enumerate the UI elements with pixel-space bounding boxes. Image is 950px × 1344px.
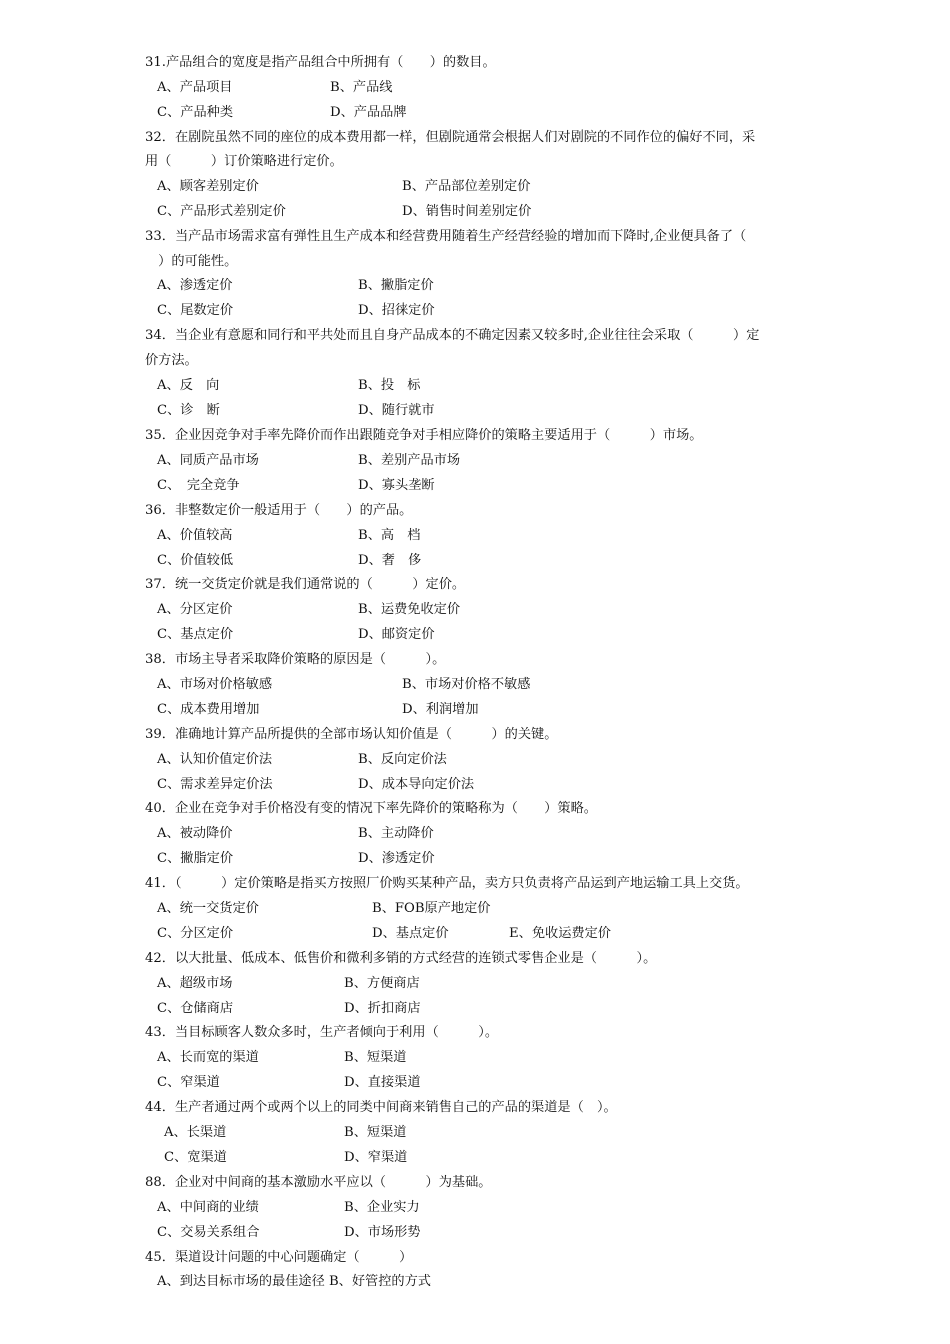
option-c: C、撇脂定价 [157,851,234,866]
option-a: A、顾客差别定价 [157,179,259,194]
option-b: B、FOB原产地定价 [372,901,491,916]
option-d: D、奢 侈 [358,553,422,568]
option-c: C、分区定价 [157,926,234,941]
option-b: B、产品部位差别定价 [402,179,531,194]
option-d: D、产品品牌 [330,105,407,120]
question-44: 44．生产者通过两个或两个以上的同类中间商来销售自己的产品的渠道是（ ）。 [145,1100,617,1115]
option-c: C、尾数定价 [157,303,234,318]
option-c: C、成本费用增加 [157,702,260,717]
option-c: C、 完全竞争 [157,478,240,493]
option-b: B、方便商店 [344,976,420,991]
option-a: A、同质产品市场 [157,453,259,468]
option-c: C、基点定价 [157,627,234,642]
option-b: B、市场对价格不敏感 [402,677,531,692]
option-a: A、中间商的业绩 [157,1200,259,1215]
option-a: A、超级市场 [157,976,233,991]
option-b: B、企业实力 [344,1200,420,1215]
option-a: A、产品项目 [157,80,233,95]
option-c: C、窄渠道 [157,1075,220,1090]
question-33-cont: ）的可能性。 [145,254,238,269]
option-d: D、窄渠道 [344,1150,408,1165]
option-d: D、市场形势 [344,1225,421,1240]
question-33: 33．当产品市场需求富有弹性且生产成本和经营费用随着生产经营经验的增加而下降时,企业便具备了（ [145,229,747,244]
option-b: B、产品线 [330,80,393,95]
question-32-cont: 用（ ）订价策略进行定价。 [145,154,343,169]
option-a: A、渗透定价 [157,278,233,293]
option-c: C、诊 断 [157,403,220,418]
option-a: A、被动降价 [157,826,233,841]
option-b: B、投 标 [358,378,421,393]
option-c: C、价值较低 [157,553,234,568]
question-42: 42．以大批量、低成本、低售价和微利多销的方式经营的连锁式零售企业是（ ）。 [145,951,657,966]
option-b: B、短渠道 [344,1125,407,1140]
option-d: D、邮资定价 [358,627,435,642]
option-d: D、直接渠道 [344,1075,421,1090]
option-b: B、主动降价 [358,826,434,841]
option-b: B、短渠道 [344,1050,407,1065]
option-d: D、渗透定价 [358,851,435,866]
question-41: 41．（ ）定价策略是指买方按照厂价购买某种产品，卖方只负责将产品运到产地运输工具上交货。 [145,876,749,891]
option-c: C、产品种类 [157,105,234,120]
question-39: 39．准确地计算产品所提供的全部市场认知价值是（ ）的关键。 [145,727,558,742]
option-b: B、运费免收定价 [358,602,461,617]
option-d: D、招徕定价 [358,303,435,318]
option-e: E、免收运费定价 [509,926,611,941]
question-31: 31.产品组合的宽度是指产品组合中所拥有（ ）的数目。 [145,55,496,70]
option-d: D、销售时间差别定价 [402,204,532,219]
option-a: A、统一交货定价 [157,901,259,916]
option-d: D、寡头垄断 [358,478,435,493]
option-a: A、长而宽的渠道 [157,1050,259,1065]
option-c: C、宽渠道 [164,1150,227,1165]
option-b: B、高 档 [358,528,421,543]
option-c: C、产品形式差别定价 [157,204,286,219]
option-a: A、价值较高 [157,528,233,543]
question-37: 37．统一交货定价就是我们通常说的（ ）定价。 [145,577,466,592]
question-43: 43．当目标顾客人数众多时，生产者倾向于利用（ ）。 [145,1025,499,1040]
option-a: A、长渠道 [164,1125,227,1140]
option-c: C、仓储商店 [157,1001,234,1016]
question-88: 88．企业对中间商的基本激励水平应以（ ）为基础。 [145,1175,492,1190]
question-32: 32．在剧院虽然不同的座位的成本费用都一样，但剧院通常会根据人们对剧院的不同作位的偏好不同，采 [145,130,756,145]
option-d: D、折扣商店 [344,1001,421,1016]
option-b: B、撇脂定价 [358,278,434,293]
question-38: 38．市场主导者采取降价策略的原因是（ ）。 [145,652,446,667]
option-b: B、差别产品市场 [358,453,461,468]
option-c: C、交易关系组合 [157,1225,260,1240]
option-a-b: A、到达目标市场的最佳途径 B、好管控的方式 [157,1274,431,1289]
question-34-cont: 价方法。 [145,353,198,368]
question-35: 35．企业因竞争对手率先降价而作出跟随竞争对手相应降价的策略主要适用于（ ）市场。 [145,428,703,443]
question-34: 34．当企业有意愿和同行和平共处而且自身产品成本的不确定因素又较多时,企业往往会采取（ ）定 [145,328,760,343]
option-a: A、认知价值定价法 [157,752,273,767]
option-d: D、成本导向定价法 [358,777,475,792]
option-d: D、随行就市 [358,403,435,418]
question-40: 40．企业在竞争对手价格没有变的情况下率先降价的策略称为（ ）策略。 [145,801,597,816]
option-b: B、反向定价法 [358,752,447,767]
option-a: A、市场对价格敏感 [157,677,273,692]
question-45: 45．渠道设计问题的中心问题确定（ ） [145,1250,413,1265]
option-a: A、反 向 [157,378,220,393]
option-a: A、分区定价 [157,602,233,617]
option-d: D、基点定价 [372,926,449,941]
option-d: D、利润增加 [402,702,479,717]
option-c: C、需求差异定价法 [157,777,273,792]
question-36: 36．非整数定价一般适用于（ ）的产品。 [145,503,413,518]
